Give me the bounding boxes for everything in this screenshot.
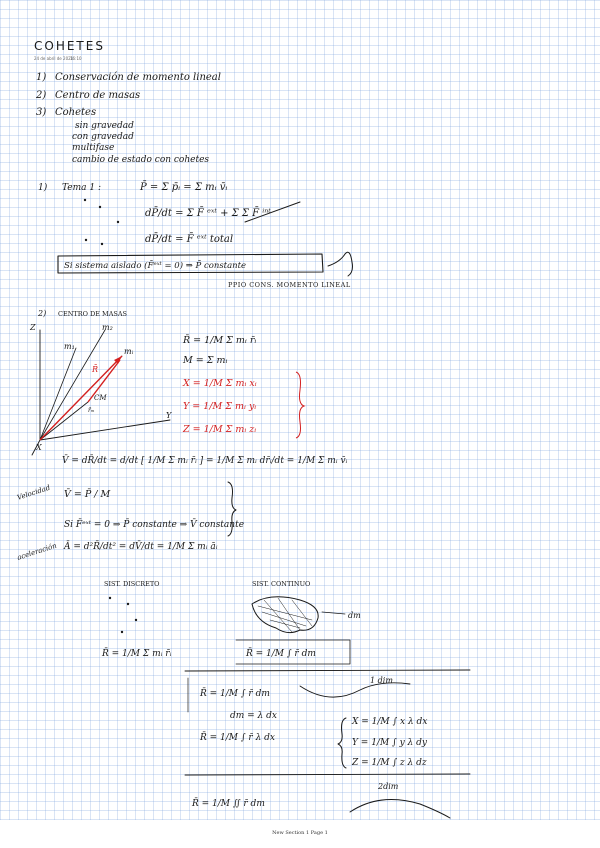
pointer-line: [322, 612, 345, 614]
center-of-mass-diagram: [32, 330, 170, 455]
subitem-1: sin gravedad: [75, 121, 134, 131]
outline-item-2: Centro de masas: [55, 90, 141, 101]
eq-total-mass: M = Σ mᵢ: [183, 355, 228, 366]
dm-label: dm: [348, 611, 361, 620]
particle-dot: [101, 243, 103, 245]
particle-dot: [109, 597, 111, 599]
eq-dm-lambda: dm = λ dx: [230, 711, 277, 721]
eq-Y-integral: Y = 1/M ∫ y λ dy: [352, 738, 427, 748]
red-brace: [296, 372, 304, 438]
subitem-4: cambio de estado con cohetes: [72, 155, 210, 165]
outline-num-1: 1): [36, 72, 47, 83]
eq-R-2d: R̄ = 1/M ∬ r̄ dm: [192, 799, 265, 809]
page-title: COHETES: [34, 39, 105, 53]
axis-y-label: Y: [166, 411, 172, 420]
mass-m1-label: m₁: [64, 342, 75, 351]
page-footer: New Section 1 Page 1: [272, 830, 328, 836]
particle-dot: [135, 619, 137, 621]
eq-R-discrete: R̄ = 1/M Σ mᵢ r̄ᵢ: [183, 335, 257, 346]
mass-mi-label: mᵢ: [124, 347, 134, 356]
rocket-doodle: [328, 252, 353, 276]
one-dim-label: 1 dim: [370, 676, 393, 685]
page-date: 24 de abril de 2021: [34, 56, 74, 61]
eq-R-1d-lambda: R̄ = 1/M ∫ r̄ λ dx: [200, 733, 275, 743]
curve-sketch: [300, 683, 410, 697]
particle-dot: [121, 631, 123, 633]
vector-R: [40, 356, 122, 440]
two-dim-label: 2dim: [378, 782, 399, 791]
outline-item-1: Conservación de momento lineal: [55, 72, 221, 83]
axis-x-label: X: [36, 443, 42, 452]
page-time: 16:10: [70, 56, 82, 61]
section1-label: Tema 1 :: [62, 183, 102, 193]
vector-rm-label: r̄ₘ: [88, 407, 95, 414]
outline-num-2: 2): [36, 90, 47, 101]
vector-R-label: R̄: [92, 365, 99, 374]
particle-dot: [117, 221, 119, 223]
particle-dot: [127, 603, 129, 605]
outline-num-3: 3): [36, 107, 47, 118]
eq-dp-dt: dP̄/dt = Σ F̄ ᵉˣᵗ + Σ Σ F̄ ⁱⁿᵗ: [145, 208, 271, 219]
particle-dot: [85, 239, 87, 241]
separator-line: [185, 670, 470, 671]
eq-velocity-P-over-M: V̄ = P̄ / M: [64, 489, 111, 500]
eq-Z: Z = 1/M Σ mᵢ zᵢ: [183, 424, 257, 435]
mass-m2-label: m₂: [102, 323, 113, 332]
section1-num: 1): [38, 183, 48, 193]
outline-item-3: Cohetes: [55, 107, 97, 118]
cm-label: CM: [94, 394, 107, 402]
eq-velocity: V̄ = dR̄/dt = d/dt [ 1/M Σ mᵢ r̄ᵢ ] = 1/M Σ mᵢ dr̄ᵢ/dt = 1/M Σ mᵢ v̄ᵢ: [62, 456, 348, 466]
condition-constant: Si F̄ᵉˣᵗ = 0 ⇒ P̄ constante ⇒ V̄ constante: [64, 520, 245, 530]
eq-Y: Y = 1/M Σ mᵢ yᵢ: [183, 401, 257, 412]
eq-X-integral: X = 1/M ∫ x λ dx: [352, 717, 428, 727]
eq-X: X = 1/M Σ mᵢ xᵢ: [183, 378, 257, 389]
section2-label: CENTRO DE MASAS: [58, 310, 128, 318]
subitem-2: con gravedad: [72, 132, 134, 142]
eq-acceleration: Ā = d²R̄/dt² = dV̄/dt = 1/M Σ mᵢ āᵢ: [64, 542, 218, 552]
boxed-statement: Si sistema aislado (F̄ᵉˣᵗ = 0) ⇒ P̄ constante: [64, 261, 247, 271]
axis-z-label: Z: [30, 323, 36, 332]
eq-dp-dt-total: dP̄/dt = F̄ ᵉˣᵗ total: [145, 234, 234, 245]
surface-sketch: [350, 800, 450, 819]
subitem-3: multifase: [72, 143, 115, 153]
section2-num: 2): [38, 309, 47, 318]
aceleracion-label: aceleración: [16, 541, 58, 562]
eq-R-continuous: R̄ = 1/M ∫ r̄ dm: [246, 649, 316, 659]
particle-dot: [84, 199, 86, 201]
discrete-system-label: SIST. DISCRETO: [104, 580, 160, 588]
eq-R-discrete-sum: R̄ = 1/M Σ mᵢ r̄ᵢ: [102, 649, 172, 659]
principle-label: PPIO CONS. MOMENTO LINEAL: [228, 281, 351, 289]
separator-line: [185, 774, 470, 775]
velocidad-label: Velocidad: [16, 483, 52, 502]
eq-R-1d: R̄ = 1/M ∫ r̄ dm: [200, 689, 270, 699]
continuous-body-sketch: [252, 597, 318, 633]
continuous-system-label: SIST. CONTINUO: [252, 580, 311, 588]
particle-dot: [99, 206, 101, 208]
eq-Z-integral: Z = 1/M ∫ z λ dz: [352, 758, 427, 768]
brace: [338, 718, 346, 768]
eq-momentum: P̄ = Σ p̄ᵢ = Σ mᵢ v̄ᵢ: [140, 182, 228, 193]
